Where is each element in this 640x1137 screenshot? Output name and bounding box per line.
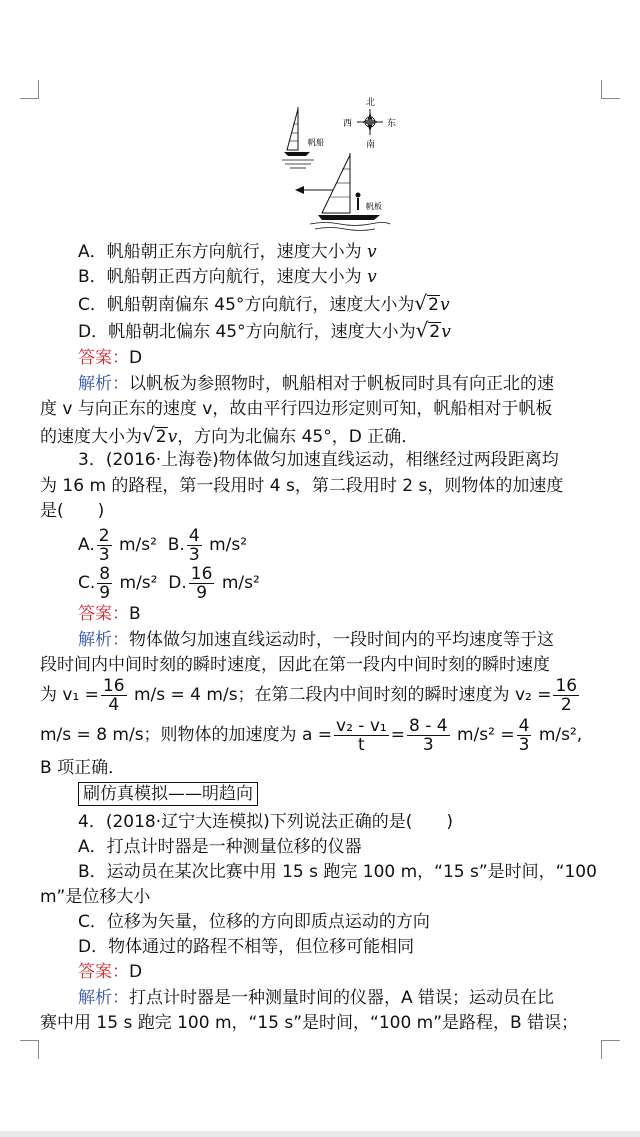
q4-option-d: D．物体通过的路程不相等，但位移可能相同 — [78, 937, 415, 957]
q3-analysis-2: 段时间内中间时刻的瞬时速度，因此在第一段内中间时刻的瞬时速度 — [40, 655, 550, 675]
q3-analysis-4: m/s = 8 m/s；则物体的加速度为 a = $\frac{\text{v₂ - v₁}}{t}$ = $\frac{8 - 4}{3}$ m/s² = $\frac{4}{3}$ m/s², — [40, 715, 583, 755]
q2-option-d: D．帆船朝北偏东 45°方向航行，速度大小为√2v — [78, 318, 451, 342]
compass-south: 南 — [366, 140, 376, 150]
compass-icon — [357, 109, 383, 135]
q2-option-b: B．帆船朝正西方向航行，速度大小为 v — [78, 267, 377, 287]
q3-stem-3: 是( ) — [40, 501, 105, 521]
section-title: 刷仿真模拟——明趋向 — [78, 782, 608, 806]
q4-answer: 答案：D — [78, 962, 143, 982]
q4-option-b-1: B．运动员在某次比赛中用 15 s 跑完 100 m，“15 s”是时间，“100 — [78, 862, 597, 882]
page-corner-mark — [20, 80, 39, 99]
q3-analysis-3: 为 v₁ = $\frac{16}{4}$ m/s = 4 m/s；在第二段内中间时刻的瞬时速度为 v₂ = $\frac{16}{2}$ — [40, 675, 578, 715]
q2-analysis-3: 的速度大小为√2v，方向为北偏东 45°，D 正确． — [40, 423, 419, 447]
q4-option-b-2: m”是位移大小 — [40, 887, 151, 907]
q4-stem: 4．(2018·辽宁大连模拟)下列说法正确的是( ) — [78, 812, 454, 832]
compass-north: 北 — [366, 98, 376, 108]
q2-option-a: A．帆船朝正东方向航行，速度大小为 v — [78, 242, 377, 262]
q3-stem-1: 3．(2016·上海卷)物体做匀加速直线运动，相继经过两段距离均 — [78, 450, 559, 470]
q4-analysis-1: 解析：打点计时器是一种测量时间的仪器，A 错误；运动员在比 — [78, 988, 555, 1008]
q3-analysis-1: 解析：物体做匀加速直线运动时，一段时间内的平均速度等于这 — [78, 630, 554, 650]
page-corner-mark — [601, 80, 620, 99]
q3-analysis-5: B 项正确． — [40, 758, 126, 778]
compass-west: 西 — [343, 119, 353, 129]
q2-answer: 答案：D — [78, 348, 143, 368]
q4-option-c: C．位移为矢量，位移的方向即质点运动的方向 — [78, 912, 430, 932]
q3-answer: 答案：B — [78, 604, 141, 624]
page-corner-mark — [20, 1040, 39, 1059]
page-corner-mark — [601, 1040, 620, 1059]
boat-label: 帆船 — [308, 138, 324, 147]
compass-east: 东 — [387, 119, 397, 129]
q3-options-cd: C. $\frac{8}{9}$ m/s² D. $\frac{16}{9}$ m/s² — [78, 563, 260, 603]
q4-option-a: A．打点计时器是一种测量位移的仪器 — [78, 837, 362, 857]
sailboard-icon — [310, 153, 390, 231]
boat-figure — [270, 95, 420, 235]
q2-analysis-1: 解析：以帆板为参照物时，帆船相对于帆板同时具有向正北的速 — [78, 374, 554, 394]
board-label: 帆板 — [366, 202, 382, 211]
q3-stem-2: 为 16 m 的路程，第一段用时 4 s，第二段用时 2 s，则物体的加速度 — [40, 476, 564, 496]
q3-options-ab: A. $\frac{2}{3}$ m/s² B. $\frac{4}{3}$ m/s² — [78, 525, 248, 565]
arrow-left-icon — [295, 186, 335, 194]
q4-analysis-2: 赛中用 15 s 跑完 100 m，“15 s”是时间，“100 m”是路程，B 错误； — [40, 1013, 579, 1033]
q2-analysis-2: 度 v 与向正东的速度 v，故由平行四边形定则可知，帆船相对于帆板 — [40, 399, 553, 419]
bottom-bar — [0, 1131, 640, 1137]
q2-option-c: C．帆船朝南偏东 45°方向航行，速度大小为√2v — [78, 291, 450, 315]
